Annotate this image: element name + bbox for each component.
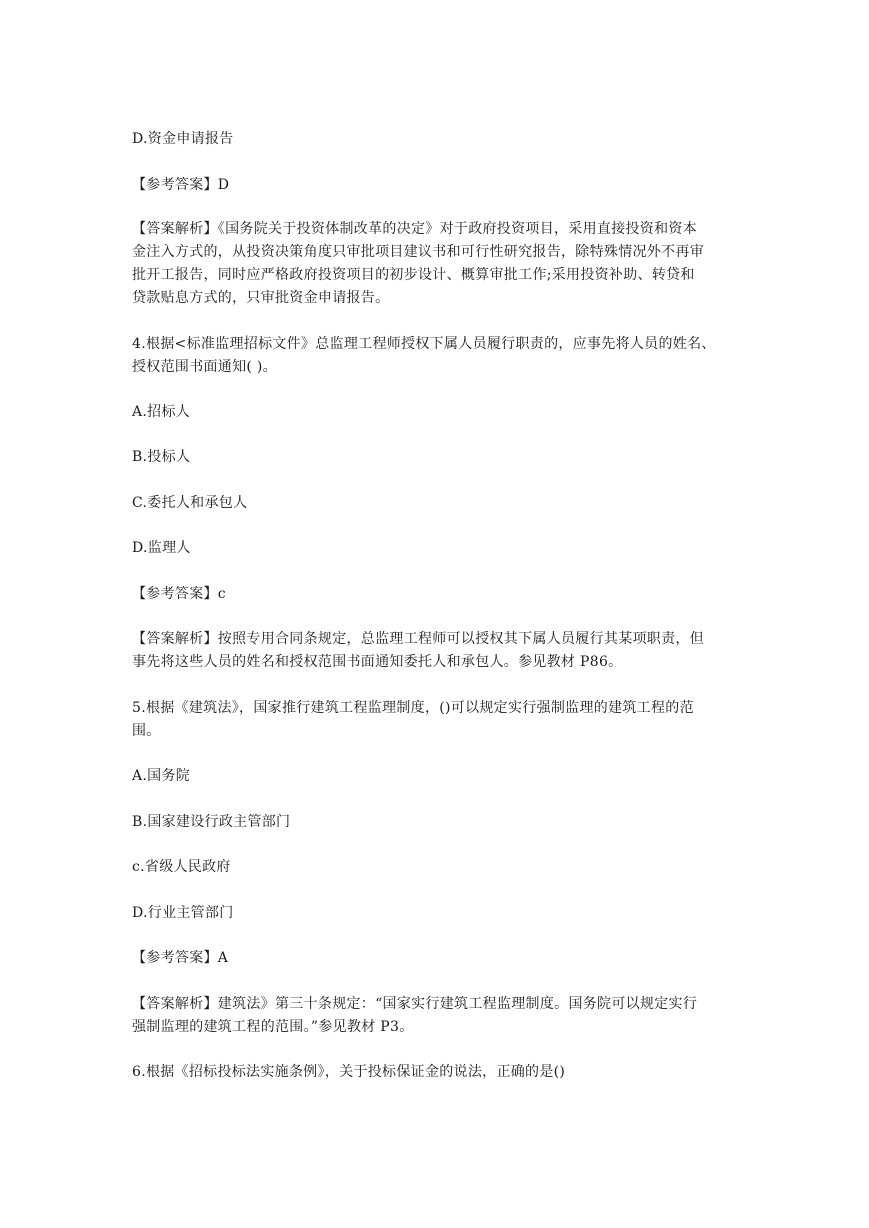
- question-6-line1: 6.根据《招标投标法实施条例》，关于投标保证金的说法，正确的是(): [132, 1064, 566, 1080]
- explanation-q3-line3: 批开工报告，同时应严格政府投资项目的初步设计、概算审批工作;采用投资补助、转贷和: [132, 267, 695, 283]
- option-b-q5: B.国家建设行政主管部门: [132, 814, 291, 830]
- explanation-q5-line1: 【答案解析】建筑法》第三十条规定：“国家实行建筑工程监理制度。国务院可以规定实行: [132, 996, 698, 1012]
- option-d-q3: D.资金申请报告: [132, 131, 234, 147]
- option-c-q4: C.委托人和承包人: [132, 495, 248, 511]
- option-d-q4: D.监理人: [132, 540, 191, 556]
- explanation-q4-line1: 【答案解析】按照专用合同条规定，总监理工程师可以授权其下属人员履行其某项职责，但: [132, 631, 704, 647]
- question-5-line1: 5.根据《建筑法》，国家推行建筑工程监理制度，()可以规定实行强制监理的建筑工程的范: [132, 700, 694, 716]
- explanation-q4-line2: 事先将这些人员的姓名和授权范围书面通知委托人和承包人。参见教材 P86。: [132, 654, 623, 670]
- answer-q3: 【参考答案】D: [132, 177, 230, 193]
- option-a-q5: A.国务院: [132, 768, 191, 784]
- answer-q5: 【参考答案】A: [132, 950, 229, 966]
- explanation-q3-line1: 【答案解析】《国务院关于投资体制改革的决定》对于政府投资项目，采用直接投资和资本: [132, 221, 697, 237]
- option-b-q4: B.投标人: [132, 449, 191, 465]
- option-d-q5: D.行业主管部门: [132, 905, 234, 921]
- option-a-q4: A.招标人: [132, 404, 191, 420]
- question-4-line1: 4.根据<标准监理招标文件》总监理工程师授权下属人员履行职责的，应事先将人员的姓名、: [132, 336, 716, 352]
- question-4-line2: 授权范围书面通知( )。: [132, 359, 277, 375]
- answer-q4: 【参考答案】c: [132, 586, 226, 602]
- option-c-q5: c.省级人民政府: [132, 859, 231, 875]
- explanation-q3-line4: 贷款贴息方式的，只审批资金申请报告。: [132, 290, 390, 306]
- explanation-q3-line2: 金注入方式的，从投资决策角度只审批项目建议书和可行性研究报告，除特殊情况外不再审: [132, 244, 704, 260]
- question-5-line2: 围。: [132, 723, 161, 739]
- explanation-q5-line2: 强制监理的建筑工程的范围。”参见教材 P3。: [132, 1019, 414, 1035]
